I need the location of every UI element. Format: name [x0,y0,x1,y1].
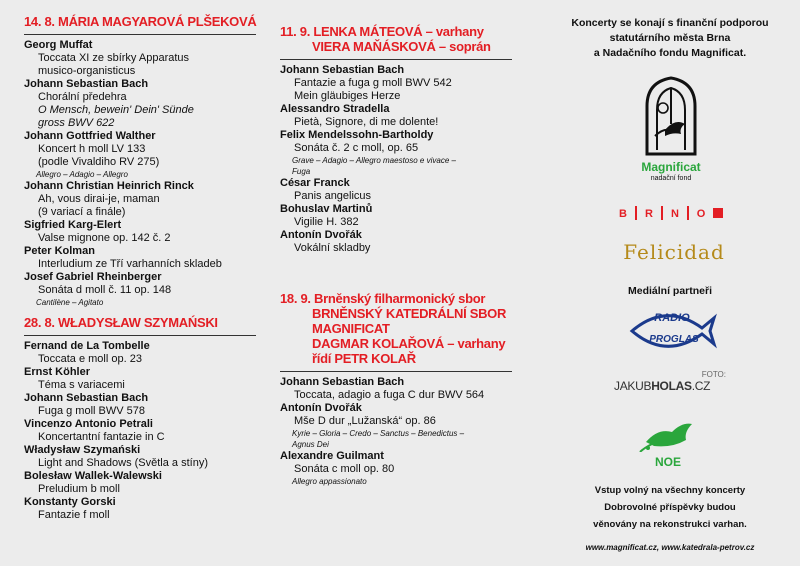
brno-letter: R [645,208,653,220]
support-note [540,16,800,61]
composer-name: Ernst Köhler [24,366,91,378]
magnificat-subtitle: nadační fond [650,175,692,182]
magnificat-name: Magnificat [641,160,701,174]
work-title: Mše D dur „Lužanská“ op. 86 [294,415,436,427]
work-title: (podle Vivaldiho RV 275) [38,156,160,168]
support-line-3: a Nadačního fondu Magnificat. [593,47,747,59]
composer-name: Johann Sebastian Bach [24,78,149,90]
program-item [24,418,262,444]
cz-text: .CZ [691,379,711,393]
radio-label: RADIO [654,312,690,324]
program-item [24,496,262,522]
program-item [24,340,262,366]
concert-2-heading: 28. 8. WŁADYSŁAW SZYMAŃSKI [24,315,218,330]
concert-3-heading-line-2: VIERA MAŇÁSKOVÁ – soprán [312,39,491,54]
work-title: musico-organisticus [38,65,136,77]
movements: Agnus Dei [292,440,329,449]
program-item [24,219,262,245]
noe-label: NOE [654,455,681,469]
composer-name: Johann Sebastian Bach [280,376,405,388]
work-title: Fuga g moll BWV 578 [38,405,145,417]
program-item [280,450,532,487]
composer-name: Sigfried Karg-Elert [24,219,122,231]
composer-name: Johann Sebastian Bach [280,64,405,76]
work-title: gross BWV 622 [38,117,115,129]
work-title: Interludium ze Tří varhanních skladeb [38,258,222,270]
foto-label: FOTO: [701,370,726,379]
concert-1-heading: 14. 8. MÁRIA MAGYAROVÁ PLŠEKOVÁ [24,14,257,29]
program-item [24,470,262,496]
brno-letter: B [619,208,627,220]
program-item [24,130,262,180]
program-item [24,392,262,418]
proglas-label: PROGLAS [649,334,699,345]
radio-proglas-logo [626,306,718,356]
program-item [24,39,262,78]
program-column-2 [270,0,532,566]
composer-name: Peter Kolman [24,245,95,257]
composer-name: Alexandre Guilmant [280,450,384,462]
heading-rule [280,59,512,60]
concert-3-heading-line-1: 11. 9. LENKA MÁTEOVÁ – varhany [280,24,484,39]
work-title: Koncertantní fantazie in C [38,431,165,443]
noe-logo [638,418,698,468]
media-partners-heading: Mediální partneři [627,285,712,297]
work-title: Koncert h moll LV 133 [38,143,146,155]
composer-name: Johann Christian Heinrich Rinck [24,180,194,192]
composer-name: Georg Muffat [24,39,93,51]
concert-1-program [24,39,262,308]
program-column-1 [0,0,262,566]
program-item [280,376,532,402]
website-links: www.magnificat.cz, www.katedrala-petrov.cz [585,543,755,552]
work-title: Ah, vous dirai-je, maman [38,193,160,205]
work-title: (9 variací a finále) [38,206,126,218]
program-item [24,180,262,219]
concert-4-heading-line-2: BRNĚNSKÝ KATEDRÁLNÍ SBOR [312,306,507,321]
composer-name: Władysław Szymański [24,444,141,456]
work-title: Fantazie a fuga g moll BWV 542 [294,77,452,89]
program-item [280,203,532,229]
support-line-2: statutárního města Brna [609,32,731,44]
composer-name: Antonín Dvořák [280,229,362,241]
work-title: Téma s variacemi [38,379,125,391]
program-item [24,245,262,271]
composer-name: Johann Gottfried Walther [24,130,156,142]
program-item [24,366,262,392]
program-item [280,129,532,177]
work-title: Preludium b moll [38,483,120,495]
work-title: Toccata, adagio a fuga C dur BWV 564 [294,389,485,401]
brno-logo [618,204,738,222]
work-title: Sonáta c moll op. 80 [294,463,395,475]
concert-4-heading-line-4: DAGMAR KOLAŘOVÁ – varhany [312,336,506,351]
movements: Allegro appassionato [292,477,367,486]
composer-name: Antonín Dvořák [280,402,362,414]
work-title: Mein gläubiges Herze [294,90,401,102]
work-title: Chorální předehra [38,91,127,103]
entry-line-3: věnovány na rekonstrukci varhan. [593,519,747,530]
work-title: Vigilie H. 382 [294,216,359,228]
work-title: Toccata e moll op. 23 [38,353,142,365]
work-title: Valse mignone op. 142 č. 2 [38,232,171,244]
entry-note [540,482,800,533]
work-title: Toccata XI ze sbírky Apparatus [38,52,190,64]
program-item [24,271,262,308]
heading-rule [280,371,512,372]
entry-line-1: Vstup volný na všechny koncerty [594,485,746,496]
movements: Grave – Adagio – Allegro maestoso e vivace – [292,156,456,165]
movements: Kyrie – Gloria – Credo – Sanctus – Benedictus – [292,429,465,438]
concert-4-heading-line-5: řídí PETR KOLAŘ [312,351,416,366]
heading-rule [24,335,256,336]
jakubholas-logo [614,370,734,394]
concert-4-heading-line-3: MAGNIFICAT [312,321,390,336]
holas-text: HOLAS [651,379,692,393]
brno-letter: O [696,208,706,220]
support-line-1: Koncerty se konají s finanční podporou [571,17,769,29]
work-title: Vokální skladby [294,242,371,254]
movements: Fuga [292,167,311,176]
sponsors-column [540,0,800,566]
program-item [280,64,532,103]
program-item [280,103,532,129]
program-item [280,177,532,203]
program-item [24,444,262,470]
jakub-text: JAKUB [614,379,652,393]
noe-dove-icon [638,418,698,452]
program-item [24,78,262,130]
program-item [280,229,532,255]
concert-4-heading-line-1: 18. 9. Brněnský filharmonický sbor [280,291,486,306]
program-item [280,402,532,450]
composer-name: Josef Gabriel Rheinberger [24,271,162,283]
magnificat-logo [635,74,707,186]
composer-name: Vincenzo Antonio Petrali [24,418,153,430]
felicidad-logo: Felicidad [623,240,725,264]
composer-name: Konstanty Gorski [24,496,116,508]
composer-name: Bohuslav Martinů [280,203,373,215]
concert-2-program [24,340,262,522]
work-title: Light and Shadows (Světla a stíny) [38,457,208,469]
work-title: Panis angelicus [294,190,372,202]
composer-name: Fernand de La Tombelle [24,340,150,352]
movements: Allegro – Adagio – Allegro [36,170,128,179]
composer-name: Alessandro Stradella [280,103,390,115]
entry-line-2: Dobrovolné příspěvky budou [604,502,736,513]
composer-name: Felix Mendelssohn-Bartholdy [280,129,434,141]
work-title: Sonáta d moll č. 11 op. 148 [38,284,172,296]
work-title: O Mensch, bewein' Dein' Sünde [38,104,194,116]
concert-4-program [280,376,532,487]
work-title: Sonáta č. 2 c moll, op. 65 [294,142,419,154]
composer-name: Bolesław Wallek-Walewski [24,470,162,482]
magnificat-window-icon [635,74,707,156]
composer-name: César Franck [280,177,350,189]
work-title: Fantazie f moll [38,509,110,521]
concert-3-program [280,64,532,255]
movements: Cantilène – Agitato [36,298,104,307]
composer-name: Johann Sebastian Bach [24,392,149,404]
brno-letter: N [671,208,679,220]
heading-rule [24,34,256,35]
work-title: Pietà, Signore, di me dolente! [294,116,439,128]
